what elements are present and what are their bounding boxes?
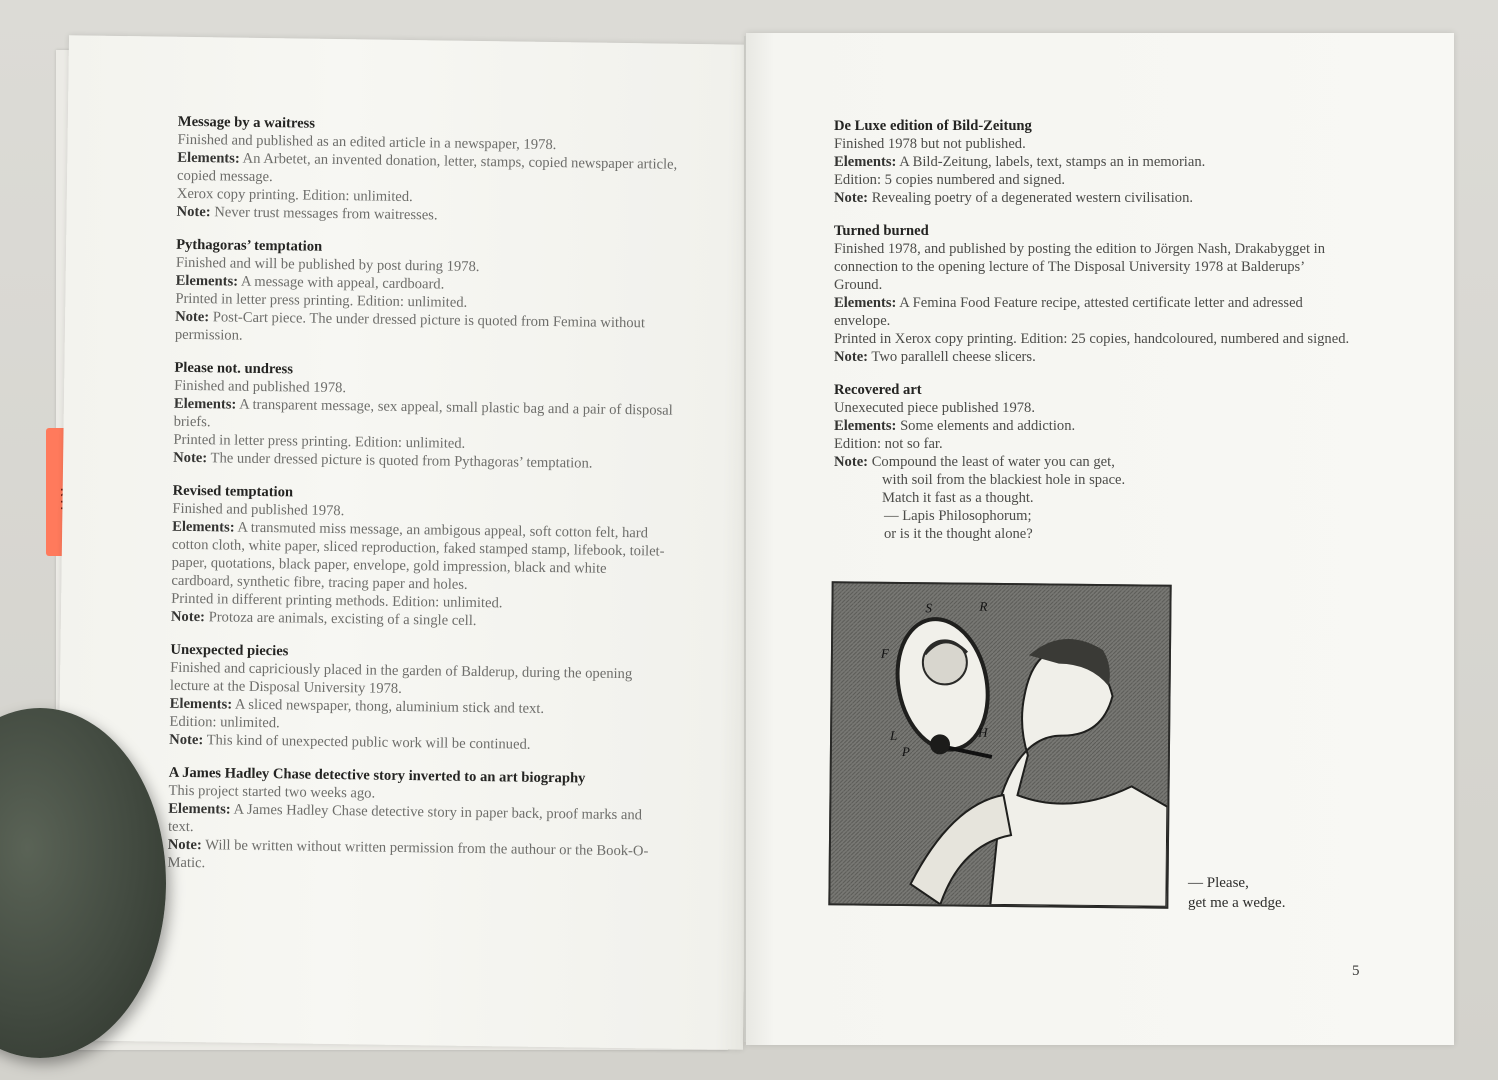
entry-text: A message with appeal, cardboard.: [237, 273, 445, 293]
entry-text: Finished and published as an edited article in a newspaper, 1978.: [177, 131, 557, 154]
letter-f: F: [880, 645, 889, 661]
entry-line: [834, 189, 1354, 207]
entry-text: Finished and published 1978.: [172, 500, 345, 520]
entry-line: [834, 435, 1354, 453]
catalog-entry: [834, 381, 1354, 543]
entry-label: Note:: [834, 454, 869, 470]
engraving-svg: [830, 583, 1169, 907]
left-page-text: [167, 113, 678, 894]
entry-text: The under dressed picture is quoted from Pythagoras’ temptation.: [207, 450, 593, 472]
entry-label: Elements:: [172, 518, 235, 536]
entry-label: Note:: [834, 349, 869, 365]
catalog-entry: [167, 764, 668, 879]
entry-text: Finished 1978 but not published.: [834, 136, 1026, 152]
entry-title: Please not. undress: [174, 359, 294, 378]
caption-line: — Please,: [1188, 875, 1249, 891]
entry-label: Elements:: [169, 695, 233, 713]
entry-label: Elements:: [177, 149, 240, 167]
entry-text: A Femina Food Feature recipe, attested certificate letter and adressed envelope.: [834, 295, 1303, 329]
catalog-entry: [834, 222, 1354, 366]
entry-text: Revealing poetry of a degenerated western civilisation.: [868, 190, 1194, 206]
entry-line: [834, 171, 1354, 189]
entry-text: An Arbetet, an invented donation, letter, stamps, copied newspaper article, copied message.: [176, 150, 678, 186]
letter-p: P: [901, 743, 910, 760]
entry-text: Protoza are animals, excisting of a single cell.: [204, 609, 477, 629]
entry-line: [834, 417, 1354, 435]
letter-s: S: [925, 600, 933, 616]
letter-r: R: [979, 598, 988, 614]
catalog-entry: [834, 117, 1354, 207]
entry-text: Printed in letter press printing. Edition: unlimited.: [175, 290, 468, 311]
entry-line: [171, 518, 672, 597]
entry-text: Finished and published 1978.: [174, 377, 347, 397]
entry-title: Revised temptation: [172, 482, 294, 501]
entry-text: Edition: not so far.: [834, 436, 943, 452]
poem-line: with soil from the blackiest hole in space.: [882, 472, 1126, 488]
entry-text: Never trust messages from waitresses.: [210, 204, 438, 224]
entry-title: Unexpected piecies: [170, 641, 289, 660]
catalog-entry: [173, 359, 674, 474]
entry-line: [834, 135, 1354, 153]
entry-text: Finished 1978, and published by posting the edition to Jörgen Nash, Drakabygget in connection to the opening lecture of The Disposal University 1978 at Balderups’ Ground.: [834, 241, 1325, 293]
entry-line: [834, 348, 1354, 366]
entry-text: A James Hadley Chase detective story in paper back, proof marks and text.: [167, 801, 643, 836]
poem-line: — Lapis Philosophorum;: [884, 508, 1032, 524]
entry-label: Note:: [170, 608, 206, 626]
entry-label: Elements:: [175, 272, 239, 290]
entry-text: Edition: 5 copies numbered and signed.: [834, 172, 1066, 188]
entry-label: Elements:: [834, 418, 897, 434]
entry-text: Compound the least of water you can get,: [868, 454, 1115, 470]
entry-line: [167, 836, 667, 879]
right-page-text: [834, 117, 1354, 558]
entry-title: Turned burned: [834, 223, 929, 239]
entry-line: [834, 453, 1354, 471]
entry-text: A transmuted miss message, an ambigous appeal, soft cotton felt, hard cotton cloth, white paper, sliced reproduction, faked stamped stamp, lifebook, toilet-paper, quotations, black paper, envelope, gold impression, black and white cardboard, synthetic fibre, tracing paper and holes.: [171, 519, 665, 593]
right-page-number: 5: [1352, 963, 1360, 979]
entry-label: Elements:: [834, 295, 897, 311]
entry-text: A Bild-Zeitung, labels, text, stamps an in memorian.: [896, 154, 1206, 170]
entry-label: Elements:: [173, 395, 237, 413]
entry-title: A James Hadley Chase detective story inverted to an art biography: [168, 764, 586, 787]
catalog-entry: [176, 113, 677, 228]
entry-label: Elements:: [168, 800, 231, 818]
catalog-entry: [171, 482, 673, 633]
catalog-entry: [175, 236, 676, 351]
entry-text: A transparent message, sex appeal, small plastic bag and a pair of disposal briefs.: [173, 396, 673, 431]
entry-line: [834, 240, 1354, 294]
entry-title: Pythagoras’ temptation: [176, 236, 323, 255]
catalog-entry: [169, 641, 670, 756]
entry-text: Printed in Xerox copy printing. Edition: 25 copies, handcoloured, numbered and signed.: [834, 331, 1350, 347]
entry-text: Printed in different printing methods. Edition: unlimited.: [171, 590, 503, 612]
entry-text: Unexecuted piece published 1978.: [834, 400, 1036, 416]
entry-text: A sliced newspaper, thong, aluminium stick and text.: [232, 696, 545, 717]
entry-title: Message by a waitress: [177, 113, 316, 132]
entry-label: Note:: [167, 836, 202, 854]
entry-label: Note:: [173, 449, 208, 467]
letter-h: H: [978, 724, 988, 740]
entry-line: [834, 153, 1354, 171]
entry-text: Two parallell cheese slicers.: [868, 349, 1036, 365]
illustration-caption: [1188, 873, 1285, 913]
entry-line: [834, 330, 1354, 348]
entry-text: This project started two weeks ago.: [168, 782, 376, 802]
entry-line: [834, 294, 1354, 330]
entry-text: Printed in letter press printing. Edition: unlimited.: [173, 431, 466, 452]
entry-text: Post-Cart piece. The under dressed picture is quoted from Femina without permission.: [174, 309, 646, 344]
entry-text: Will be written without written permission from the authour or the Book-O-Matic.: [167, 837, 649, 872]
entry-label: Note:: [169, 731, 204, 749]
entry-text: Xerox copy printing. Edition: unlimited.: [176, 185, 413, 206]
entry-title: Recovered art: [834, 382, 922, 398]
right-page: [746, 33, 1454, 1045]
poem-line: Match it fast as a thought.: [882, 490, 1034, 506]
engraving-illustration: [828, 581, 1171, 909]
letter-l: L: [890, 727, 898, 743]
entry-text: Some elements and addiction.: [896, 418, 1076, 434]
entry-title: De Luxe edition of Bild-Zeitung: [834, 118, 1032, 134]
entry-line: [834, 399, 1354, 417]
poem-line: or is it the thought alone?: [884, 526, 1033, 542]
entry-label: Note:: [175, 308, 210, 326]
caption-line: get me a wedge.: [1188, 895, 1286, 911]
entry-text: Finished and will be published by post during 1978.: [175, 254, 480, 275]
entry-text: Finished and capriciously placed in the garden of Balderup, during the opening lecture at the Disposal University 1978.: [169, 659, 633, 697]
entry-label: Elements:: [834, 154, 897, 170]
entry-label: Note:: [834, 190, 869, 206]
entry-text: This kind of unexpected public work will be continued.: [203, 732, 531, 753]
entry-line: [175, 308, 675, 351]
entry-label: Note:: [176, 203, 211, 221]
entry-text: Edition: unlimited.: [169, 713, 280, 732]
